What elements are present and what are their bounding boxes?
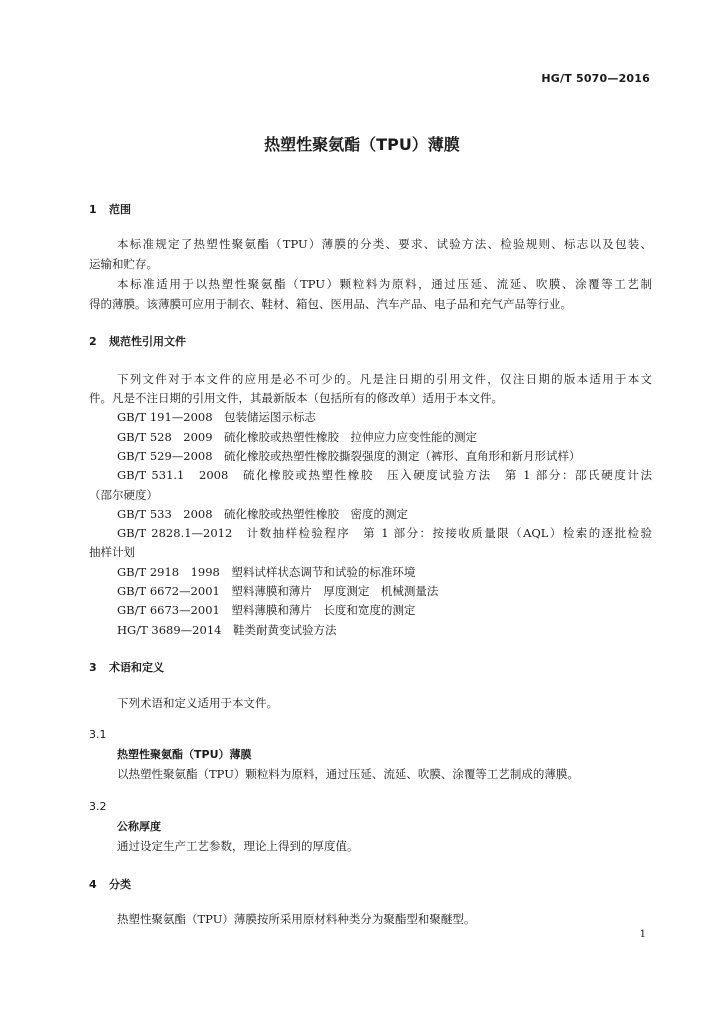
section-3-heading <box>89 659 164 675</box>
terms-intro: 下列术语和定义适用于本文件。 <box>117 696 278 710</box>
scope-paragraph-2-line-1: 本标准适用于以热塑性聚氨酯（TPU）颗粒料为原料，通过压延、流延、吹膜、涂覆等工艺制 <box>117 277 652 291</box>
term-definition: 通过设定生产工艺参数，理论上得到的厚度值。 <box>117 839 359 853</box>
standard-code: HG/T 5070—2016 <box>541 72 650 85</box>
reference-item: GB/T 2828.1—2012 计数抽样检验程序 第 1 部分：按接收质量限（AQL）检索的逐批检验 <box>117 526 652 540</box>
classification-text: 热塑性聚氨酯（TPU）薄膜按所采用原材料种类分为聚酯型和聚醚型。 <box>117 912 476 926</box>
section-title: 规范性引用文件 <box>109 335 186 348</box>
reference-item: GB/T 6672—2001 塑料薄膜和薄片 厚度测定 机械测量法 <box>117 584 439 598</box>
reference-item-continued: （邵尔硬度） <box>89 488 158 502</box>
section-2-heading <box>89 333 186 349</box>
reference-item-continued: 抽样计划 <box>89 545 135 559</box>
section-title: 术语和定义 <box>109 661 164 674</box>
term-title: 公称厚度 <box>117 820 161 833</box>
document-title: 热塑性聚氨酯（TPU）薄膜 <box>264 135 460 154</box>
reference-item: GB/T 533 2008 硫化橡胶或热塑性橡胶 密度的测定 <box>117 507 409 521</box>
term-title: 热塑性聚氨酯（TPU）薄膜 <box>117 748 252 761</box>
reference-item: GB/T 531.1 2008 硫化橡胶或热塑性橡胶 压入硬度试验方法 第 1 部分：邵氏硬度计法 <box>117 468 652 482</box>
reference-item: HG/T 3689—2014 鞋类耐黄变试验方法 <box>117 623 337 637</box>
term-definition: 以热塑性聚氨酯（TPU）颗粒料为原料，通过压延、流延、吹膜、涂覆等工艺制成的薄膜。 <box>117 767 579 781</box>
section-title: 范围 <box>109 203 131 216</box>
term-number: 3.2 <box>89 800 107 813</box>
page-number: 1 <box>639 929 646 940</box>
reference-item: GB/T 529—2008 硫化橡胶或热塑性橡胶撕裂强度的测定（裤形、直角形和新月形试样） <box>117 449 581 463</box>
section-4-heading <box>89 876 131 892</box>
reference-item: GB/T 191—2008 包装储运图示标志 <box>117 410 317 424</box>
section-1-heading <box>89 201 131 217</box>
reference-item: GB/T 6673—2001 塑料薄膜和薄片 长度和宽度的测定 <box>117 603 416 617</box>
scope-paragraph-1-line-2: 运输和贮存。 <box>89 257 158 271</box>
references-intro-line-1: 下列文件对于本文件的应用是必不可少的。凡是注日期的引用文件，仅注日期的版本适用于本文 <box>117 372 652 386</box>
section-number: 1 <box>89 203 97 216</box>
reference-item: GB/T 528 2009 硫化橡胶或热塑性橡胶 拉伸应力应变性能的测定 <box>117 430 478 444</box>
reference-item: GB/T 2918 1998 塑料试样状态调节和试验的标准环境 <box>117 565 416 579</box>
section-number: 4 <box>89 878 97 891</box>
term-number: 3.1 <box>89 728 107 741</box>
section-number: 2 <box>89 335 97 348</box>
section-number: 3 <box>89 661 97 674</box>
scope-paragraph-2-line-2: 得的薄膜。该薄膜可应用于制衣、鞋材、箱包、医用品、汽车产品、电子品和充气产品等行业。 <box>89 297 572 311</box>
scope-paragraph-1-line-1: 本标准规定了热塑性聚氨酯（TPU）薄膜的分类、要求、试验方法、检验规则、标志以及包装、 <box>117 237 652 251</box>
references-intro-line-2: 件。凡是不注日期的引用文件，其最新版本（包括所有的修改单）适用于本文件。 <box>89 391 503 405</box>
section-title: 分类 <box>109 878 131 891</box>
